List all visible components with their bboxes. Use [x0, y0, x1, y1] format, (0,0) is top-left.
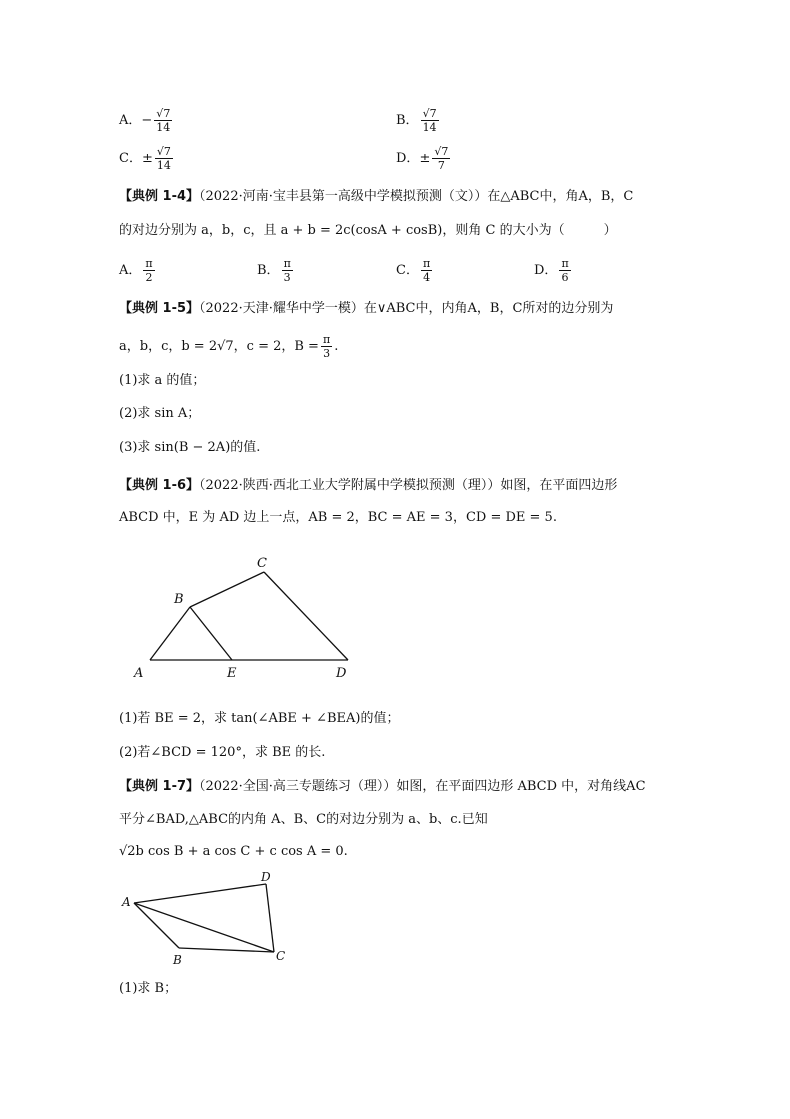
denominator: 6	[561, 271, 569, 284]
ex17-text1: （2022·全国·高三专题练习（理））如图，在平面四边形 ABCD 中，对角线AC	[199, 779, 646, 794]
segment-ab	[134, 903, 179, 948]
period: .	[334, 339, 339, 354]
numerator: π	[145, 257, 153, 270]
option-sign: ±	[419, 151, 431, 166]
numerator: π	[283, 257, 291, 270]
label-a: A	[134, 666, 144, 681]
numerator: π	[322, 333, 331, 346]
ex16-q1: (1)若 BE = 2，求 tan(∠ABE + ∠BEA)的值；	[119, 711, 400, 726]
ex14-option-d	[534, 258, 573, 283]
fraction	[143, 258, 154, 283]
label-b: B	[174, 592, 184, 607]
ex17-q1: (1)求 B；	[119, 981, 178, 996]
radicand: 7	[163, 145, 171, 158]
option-label: A．	[119, 263, 142, 278]
ex17-line1	[119, 780, 646, 793]
option-label: A．	[119, 113, 142, 128]
option-label: B．	[257, 263, 280, 278]
ex14-option-a	[119, 258, 157, 283]
radicand: 7	[441, 145, 449, 158]
ex14-option-b	[257, 258, 295, 283]
fraction	[155, 146, 173, 171]
segment-be	[190, 607, 232, 660]
fraction	[282, 258, 293, 283]
label-a: A	[122, 895, 131, 909]
denominator: 14	[156, 121, 171, 134]
ex17-line3: √2b cos B + a cos C + c cos A = 0.	[119, 844, 348, 859]
segment-dc	[266, 884, 274, 952]
label-c: C	[257, 556, 267, 571]
fraction	[421, 108, 439, 133]
denominator: 2	[145, 271, 153, 284]
fraction	[432, 146, 450, 171]
ex14-text1: （2022·河南·宝丰县第一高级中学模拟预测（文））在△ABC中，角A，B，C	[199, 189, 634, 204]
label-c: C	[276, 949, 286, 963]
label-e: E	[227, 666, 237, 681]
label-d: D	[261, 870, 271, 884]
option-sign: ±	[141, 151, 153, 166]
denominator: 4	[423, 271, 431, 284]
segment-ad	[134, 884, 266, 903]
ex16-line1	[119, 479, 617, 492]
sqrt-sign: √	[422, 107, 430, 120]
segment-ac	[134, 903, 274, 952]
sqrt-sign: √	[156, 107, 164, 120]
ex15-q2: (2)求 sin A；	[119, 406, 201, 421]
ex15-text1: （2022·天津·耀华中学一模）在∨ABC中，内角A，B，C所对的边分别为	[199, 301, 614, 316]
ex14-line2: 的对边分别为 a，b，c，且 a + b = 2c(cosA + cosB)，则角 C 的大小为（ ）	[119, 223, 617, 238]
example-tag: 【典例 1-7】	[119, 779, 200, 794]
option-label: D．	[396, 151, 420, 166]
ex16-text1: （2022·陕西·西北工业大学附属中学模拟预测（理））如图，在平面四边形	[199, 478, 618, 493]
radicand: 7	[429, 107, 437, 120]
numerator: π	[422, 257, 431, 270]
segment-ab	[150, 607, 190, 660]
radicand: 7	[163, 107, 171, 120]
segment-bc	[179, 948, 274, 952]
option-b	[396, 108, 441, 133]
denominator: 3	[323, 347, 331, 360]
option-sign: −	[141, 113, 153, 128]
fraction	[421, 258, 432, 283]
fraction	[559, 258, 570, 283]
option-a	[119, 108, 174, 133]
option-label: C．	[396, 263, 419, 278]
denominator: 14	[156, 159, 171, 172]
option-d	[396, 146, 452, 171]
quadrilateral-abcd-figure-2	[118, 868, 298, 970]
option-label: C．	[119, 151, 142, 166]
example-tag: 【典例 1-4】	[119, 189, 200, 204]
label-d: D	[336, 666, 347, 681]
fraction	[321, 334, 332, 359]
ex16-q2: (2)若∠BCD = 120°，求 BE 的长.	[119, 745, 326, 760]
quadrilateral-abcd-figure	[120, 545, 370, 685]
denominator: 7	[437, 159, 445, 172]
ex15-line1	[119, 302, 613, 315]
fraction	[154, 108, 172, 133]
numerator: π	[561, 257, 569, 270]
example-tag: 【典例 1-6】	[119, 478, 200, 493]
option-c	[119, 146, 175, 171]
sqrt-sign: √	[156, 145, 164, 158]
ex16-line2: ABCD 中，E 为 AD 边上一点，AB = 2，BC = AE = 3，CD = DE = 5.	[119, 510, 557, 525]
ex15-text2: a，b，c，b = 2√7，c = 2，B =	[119, 339, 319, 354]
label-b: B	[173, 953, 182, 967]
ex15-q3: (3)求 sin(B − 2A)的值.	[119, 440, 261, 455]
denominator: 14	[422, 121, 437, 134]
segment-cd	[264, 572, 348, 660]
ex17-line2: 平分∠BAD,△ABC的内角 A、B、C的对边分别为 a、b、c.已知	[119, 812, 488, 827]
ex15-line2	[119, 334, 338, 359]
example-tag: 【典例 1-5】	[119, 301, 200, 316]
denominator: 3	[283, 271, 291, 284]
ex14-line1	[119, 190, 633, 203]
segment-bc	[190, 572, 264, 607]
ex14-option-c	[396, 258, 434, 283]
ex15-q1: (1)求 a 的值；	[119, 373, 206, 388]
option-label: B．	[396, 113, 419, 128]
option-label: D．	[534, 263, 558, 278]
sqrt-sign: √	[434, 145, 442, 158]
